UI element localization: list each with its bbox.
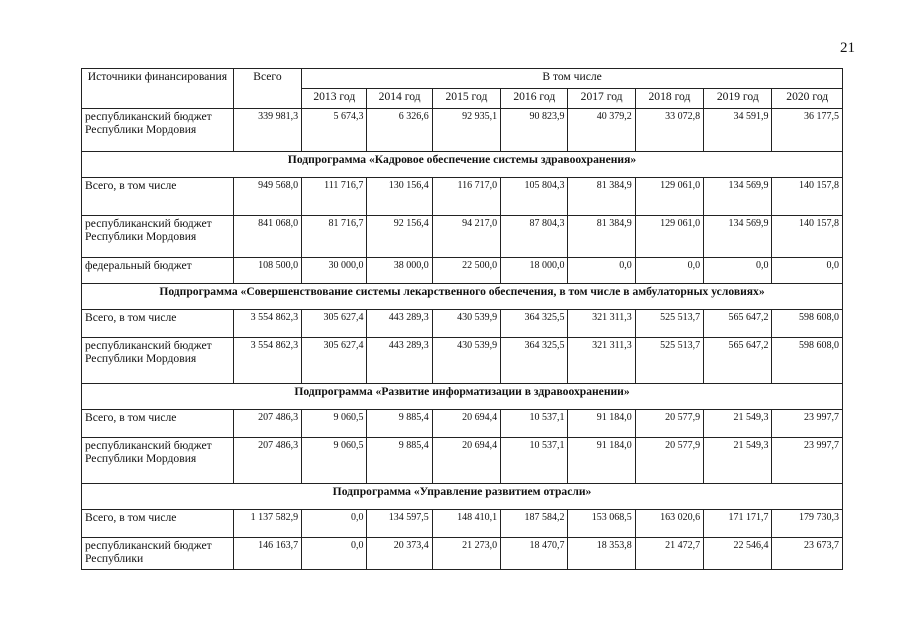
row-total: 949 568,0 (233, 178, 301, 216)
year-value: 148 410,1 (432, 510, 500, 538)
year-value: 525 513,7 (635, 310, 703, 338)
header-including: В том числе (302, 69, 843, 89)
year-value: 40 379,2 (568, 109, 635, 152)
year-value: 305 627,4 (302, 338, 367, 384)
table-row (82, 178, 843, 216)
header-total: Всего (233, 69, 301, 109)
year-value: 90 823,9 (501, 109, 568, 152)
year-value: 18 000,0 (501, 258, 568, 284)
year-value: 443 289,3 (367, 338, 432, 384)
row-label: Всего, в том числе (82, 178, 234, 216)
year-value: 21 472,7 (635, 538, 703, 570)
year-value: 6 326,6 (367, 109, 432, 152)
year-value: 305 627,4 (302, 310, 367, 338)
row-total: 841 068,0 (233, 216, 301, 258)
subprogram-row (82, 152, 843, 178)
year-value: 525 513,7 (635, 338, 703, 384)
header-year: 2019 год (704, 89, 772, 109)
subprogram-title: Подпрограмма «Кадровое обеспечение системы здравоохранения» (82, 152, 843, 178)
row-label: федеральный бюджет (82, 258, 234, 284)
year-value: 23 997,7 (772, 438, 843, 484)
row-label: республиканский бюджет Республики Мордовия (82, 338, 234, 384)
year-value: 140 157,8 (772, 178, 843, 216)
year-value: 321 311,3 (568, 310, 635, 338)
year-value: 10 537,1 (501, 438, 568, 484)
year-value: 321 311,3 (568, 338, 635, 384)
year-value: 33 072,8 (635, 109, 703, 152)
header-year: 2017 год (568, 89, 635, 109)
header-row (82, 69, 843, 89)
row-total: 207 486,3 (233, 438, 301, 484)
subprogram-row (82, 284, 843, 310)
subprogram-row (82, 484, 843, 510)
header-year: 2014 год (367, 89, 432, 109)
year-value: 430 539,9 (432, 310, 500, 338)
table-row (82, 410, 843, 438)
year-value: 187 584,2 (501, 510, 568, 538)
year-value: 38 000,0 (367, 258, 432, 284)
year-value: 153 068,5 (568, 510, 635, 538)
subprogram-title: Подпрограмма «Совершенствование системы лекарственного обеспечения, в том числе в амбулаторных условиях» (82, 284, 843, 310)
header-year: 2013 год (302, 89, 367, 109)
row-total: 3 554 862,3 (233, 338, 301, 384)
table-row (82, 258, 843, 284)
row-label: республиканский бюджет Республики Мордовия (82, 438, 234, 484)
year-value: 598 608,0 (772, 338, 843, 384)
row-total: 1 137 582,9 (233, 510, 301, 538)
year-value: 565 647,2 (704, 338, 772, 384)
row-total: 339 981,3 (233, 109, 301, 152)
table-row (82, 510, 843, 538)
year-value: 23 997,7 (772, 410, 843, 438)
year-value: 81 384,9 (568, 216, 635, 258)
year-value: 0,0 (568, 258, 635, 284)
year-value: 129 061,0 (635, 178, 703, 216)
row-total: 207 486,3 (233, 410, 301, 438)
row-label: Всего, в том числе (82, 310, 234, 338)
year-value: 9 060,5 (302, 438, 367, 484)
year-value: 163 020,6 (635, 510, 703, 538)
year-value: 9 060,5 (302, 410, 367, 438)
subprogram-title: Подпрограмма «Развитие информатизации в здравоохранении» (82, 384, 843, 410)
header-year: 2018 год (635, 89, 703, 109)
subprogram-row (82, 384, 843, 410)
year-value: 171 171,7 (704, 510, 772, 538)
year-value: 20 577,9 (635, 438, 703, 484)
year-value: 134 597,5 (367, 510, 432, 538)
year-value: 20 577,9 (635, 410, 703, 438)
year-value: 0,0 (772, 258, 843, 284)
year-value: 20 694,4 (432, 410, 500, 438)
year-value: 92 935,1 (432, 109, 500, 152)
year-value: 0,0 (704, 258, 772, 284)
year-value: 0,0 (302, 510, 367, 538)
year-value: 9 885,4 (367, 410, 432, 438)
row-total: 108 500,0 (233, 258, 301, 284)
year-value: 179 730,3 (772, 510, 843, 538)
year-value: 20 694,4 (432, 438, 500, 484)
year-value: 565 647,2 (704, 310, 772, 338)
year-value: 94 217,0 (432, 216, 500, 258)
year-value: 23 673,7 (772, 538, 843, 570)
subprogram-title: Подпрограмма «Управление развитием отрасли» (82, 484, 843, 510)
year-value: 598 608,0 (772, 310, 843, 338)
year-value: 81 716,7 (302, 216, 367, 258)
year-value: 0,0 (302, 538, 367, 570)
header-year: 2020 год (772, 89, 843, 109)
year-value: 111 716,7 (302, 178, 367, 216)
table-body (82, 69, 843, 570)
year-value: 81 384,9 (568, 178, 635, 216)
year-value: 36 177,5 (772, 109, 843, 152)
year-value: 34 591,9 (704, 109, 772, 152)
year-value: 134 569,9 (704, 216, 772, 258)
year-value: 364 325,5 (501, 310, 568, 338)
financing-table (81, 68, 843, 570)
year-value: 5 674,3 (302, 109, 367, 152)
year-value: 21 549,3 (704, 438, 772, 484)
year-value: 92 156,4 (367, 216, 432, 258)
row-label: республиканский бюджет Республики Мордовия (82, 109, 234, 152)
row-total: 3 554 862,3 (233, 310, 301, 338)
year-value: 134 569,9 (704, 178, 772, 216)
year-value: 18 470,7 (501, 538, 568, 570)
year-value: 21 549,3 (704, 410, 772, 438)
year-value: 116 717,0 (432, 178, 500, 216)
year-value: 430 539,9 (432, 338, 500, 384)
table-row (82, 438, 843, 484)
year-value: 105 804,3 (501, 178, 568, 216)
row-label: республиканский бюджет Республики Мордовия (82, 216, 234, 258)
page-number: 21 (840, 40, 855, 56)
table-row (82, 216, 843, 258)
header-year: 2015 год (432, 89, 500, 109)
row-label: Всего, в том числе (82, 410, 234, 438)
table-row (82, 338, 843, 384)
year-value: 22 500,0 (432, 258, 500, 284)
year-value: 91 184,0 (568, 438, 635, 484)
year-value: 30 000,0 (302, 258, 367, 284)
table-row (82, 310, 843, 338)
header-year: 2016 год (501, 89, 568, 109)
table-row (82, 109, 843, 152)
year-value: 10 537,1 (501, 410, 568, 438)
table-row (82, 538, 843, 570)
year-value: 0,0 (635, 258, 703, 284)
year-value: 364 325,5 (501, 338, 568, 384)
year-value: 20 373,4 (367, 538, 432, 570)
year-value: 87 804,3 (501, 216, 568, 258)
year-value: 140 157,8 (772, 216, 843, 258)
row-label: Всего, в том числе (82, 510, 234, 538)
header-source: Источники финансирования (82, 69, 234, 109)
year-value: 91 184,0 (568, 410, 635, 438)
year-value: 129 061,0 (635, 216, 703, 258)
row-label: республиканский бюджет Республики (82, 538, 234, 570)
year-value: 22 546,4 (704, 538, 772, 570)
year-value: 130 156,4 (367, 178, 432, 216)
year-value: 18 353,8 (568, 538, 635, 570)
year-value: 21 273,0 (432, 538, 500, 570)
year-value: 9 885,4 (367, 438, 432, 484)
year-value: 443 289,3 (367, 310, 432, 338)
row-total: 146 163,7 (233, 538, 301, 570)
